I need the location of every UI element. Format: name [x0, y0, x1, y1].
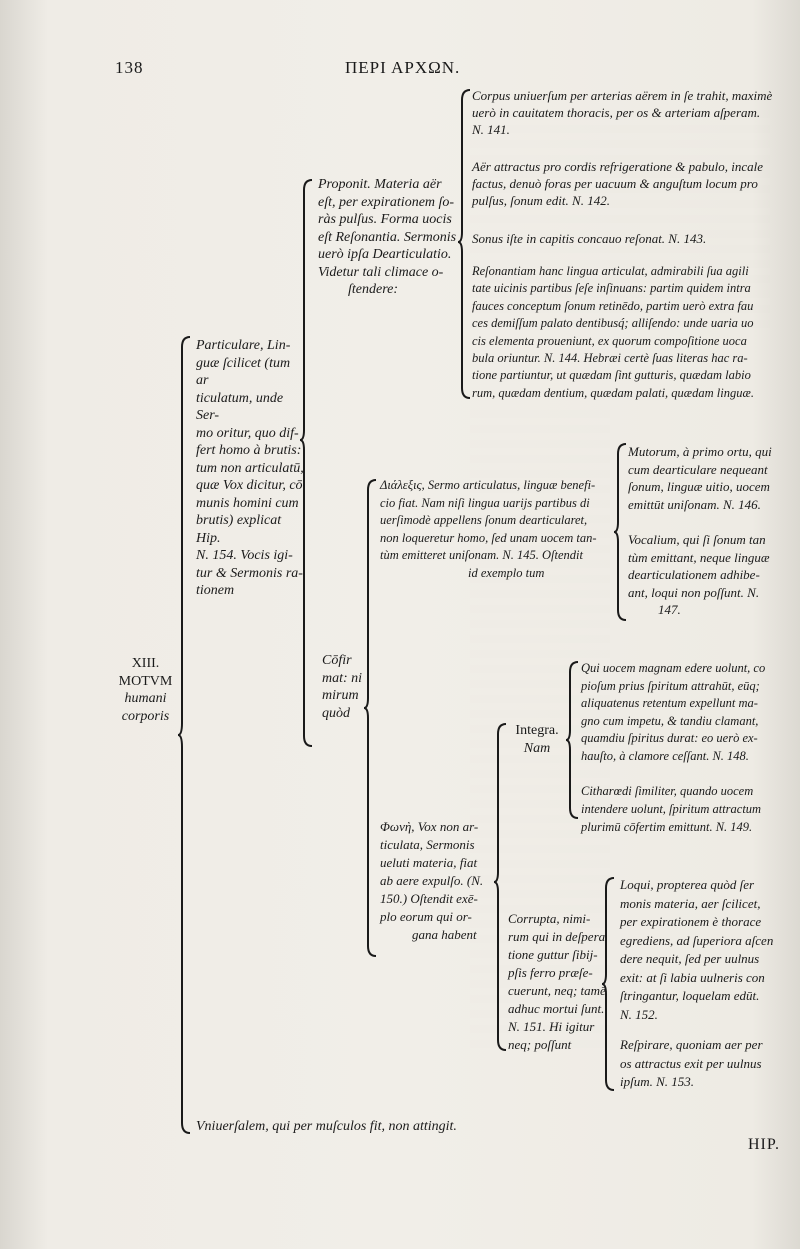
universalem-text: Vniuerſalem, qui per muſculos fit, non attingit.	[196, 1119, 457, 1134]
integra-line: Integra.	[515, 723, 559, 738]
qui-uocem-line: Qui uocem magnam edere uolunt, co	[581, 661, 766, 675]
confirmat-line: quòd	[322, 705, 350, 721]
phone-block	[380, 818, 505, 944]
respirare-line: os attractus exit per uulnus	[620, 1055, 762, 1071]
mutorum-line: emittūt uniſonam. N. 146.	[628, 496, 761, 512]
climax-sonus: Sonus iſte in capitis concauo reſonat. N. 143.	[472, 231, 707, 246]
phone-line: ab aere expulſo. (N.	[380, 873, 484, 888]
proponit-line: eſt, per expirationem ſo-	[318, 194, 455, 210]
confirmat-line: mat: ni	[322, 670, 363, 686]
particulare-line: brutis) explicat Hip.	[196, 513, 282, 546]
mutorum-block	[628, 443, 793, 513]
vocalium-line: 147.	[658, 602, 681, 617]
climax-brace	[458, 88, 472, 400]
respirare-block	[620, 1036, 795, 1092]
citharoedi-block	[581, 782, 791, 836]
respirare-line: ipſum. N. 153.	[620, 1074, 695, 1089]
climax-line: tate uicinis partibus ſeſe inſinuans: partim quidem intra	[472, 281, 751, 296]
root-numeral: XIII.	[131, 656, 160, 671]
corrupta-block	[508, 910, 608, 1054]
proponit-line: ràs pulſus. Forma uocis	[318, 212, 452, 227]
respirare-line: Reſpirare, quoniam aer per	[620, 1037, 763, 1052]
catchword: HIP.	[748, 1136, 781, 1153]
phone-line: 150.) Oſtendit exē-	[380, 891, 478, 906]
particulare-line: mo oritur, quo dif-	[196, 425, 299, 441]
citharoedi-line: plurimū cōfertim emittunt. N. 149.	[581, 820, 753, 834]
root-title-2: humani	[124, 691, 167, 706]
root-label	[118, 655, 173, 725]
main-brace	[178, 335, 192, 1135]
mutorum-line: Mutorum, à primo ortu, qui	[628, 444, 772, 459]
qui-uocem-line: pioſum prius ſpiritum attrahūt, eūq;	[581, 678, 760, 693]
vocalium-line: Vocalium, qui ſi ſonum tan	[628, 532, 766, 547]
climax-line: Reſonantiam hanc lingua articulat, admirabili ſua agili	[472, 264, 749, 278]
confirmat-line: mirum	[322, 688, 359, 703]
dialexis-block	[380, 477, 620, 583]
citharoedi-line: Citharœdi ſimiliter, quando uocem	[581, 784, 754, 798]
phone-line: plo eorum qui or-	[380, 909, 472, 924]
corrupta-line: adhuc mortui ſunt.	[508, 1001, 605, 1016]
dialexis-line: cio fiat. Nam niſi lingua uarijs partibus di	[380, 495, 590, 510]
climax-line: tione partiuntur, ut quædam ſint gutturis, quædam labio	[472, 368, 751, 383]
confirmat-line: Cōfir	[322, 653, 352, 668]
corrupta-line: N. 151. Hi igitur	[508, 1019, 595, 1034]
vocalium-line: ant, loqui non poſſunt. N.	[628, 584, 760, 600]
running-title: ΠΕΡΙ ΑΡΧΩΝ.	[345, 58, 461, 77]
proponit-line: eſt Reſonantia. Sermonis	[318, 229, 457, 245]
qui-uocem-line: aliquatenus retentum expellunt ma-	[581, 696, 758, 710]
climax-line: rum, quædam dentium, quædam palati, quædam linguæ.	[472, 385, 754, 400]
particulare-line: tur & Sermonis ra-	[196, 565, 303, 581]
climax-aer	[472, 158, 792, 209]
confirmat-brace	[364, 478, 378, 958]
proponit-line: Videtur tali climace o-	[318, 264, 444, 280]
integra-line: Nam	[523, 740, 551, 756]
climax-line: fauces conceptum ſonum retinēdo, partim uerò extra fau	[472, 298, 754, 313]
particulare-line: tionem	[196, 583, 235, 598]
particulare-line: guæ ſcilicet (tum ar	[196, 355, 291, 388]
climax-line: uerò in cauitatem thoracis, per os & arteriam aſperam.	[472, 105, 761, 120]
proponit-line: Proponit. Materia aër	[318, 177, 442, 192]
corrupta-line: pſis ferro præſe-	[508, 965, 593, 980]
phone-line: gana habent	[412, 927, 477, 942]
climax-resonantiam	[472, 263, 792, 402]
proponit-line: ſtendere:	[348, 282, 399, 297]
phone-line: Φωνὴ, Vox non ar-	[380, 819, 479, 834]
page-number: 138	[115, 58, 144, 77]
root-title-1: MOTVM	[118, 673, 173, 689]
mutorum-line: cum dearticulare nequeant	[628, 461, 768, 477]
climax-line: factus, denuò foras per uacuum & anguſtum locum pro	[472, 176, 758, 191]
corrupta-line: cuerunt, neq; tamē	[508, 983, 606, 998]
climax-line: ces demiſſum palato dentibusq́; alliſendo: unde uaria uo	[472, 316, 754, 331]
particulare-line: fert homo à brutis:	[196, 443, 302, 458]
climax-line: Corpus uniuerſum per arterias aërem in ſe trahit, maximè	[472, 88, 773, 103]
corrupta-line: rum qui in deſpera	[508, 929, 606, 944]
corrupta-brace	[602, 876, 616, 1092]
dialexis-line: tùm emitteret uniſonam. N. 145. Oſtendit	[380, 548, 583, 563]
particulare-line: Particulare, Lin-	[196, 338, 291, 353]
loqui-line: egrediens, ad ſuperiora aſcen	[620, 932, 774, 948]
vocalium-line: tùm emittant, neque linguæ	[628, 549, 770, 565]
corrupta-line: tione guttur ſibij-	[508, 947, 598, 962]
particulare-brace	[300, 178, 314, 748]
loqui-line: Loqui, propterea quòd ſer	[620, 877, 755, 892]
particulare-line: tum non articulatū,	[196, 460, 304, 476]
dialexis-line: uerſimodè appellens ſonum dearticularet,	[380, 513, 588, 528]
phone-line: ueluti materia, fiat	[380, 855, 478, 870]
loqui-line: exit: at ſi labia uulneris con	[620, 969, 765, 985]
dialexis-line: non loqueretur homo, ſed unam uocem tan-	[380, 530, 597, 545]
climax-line: N. 141.	[472, 122, 510, 137]
particulare-line: munis homini cum	[196, 495, 299, 511]
phone-line: ticulata, Sermonis	[380, 837, 475, 852]
loqui-block	[620, 876, 795, 1024]
citharoedi-line: intendere uolunt, ſpiritum attractum	[581, 802, 762, 816]
dialexis-line: id exemplo tum	[468, 565, 545, 580]
corrupta-line: Corrupta, nimi-	[508, 911, 591, 926]
loqui-line: monis materia, aer ſcilicet,	[620, 895, 761, 911]
loqui-line: per expirationem è thorace	[620, 914, 762, 929]
qui-uocem-block	[581, 660, 791, 765]
dialexis-line: Διάλεξις, Sermo articulatus, linguæ benefi-	[380, 478, 596, 492]
qui-uocem-line: gno cum impetu, & tandiu clamant,	[581, 713, 759, 728]
loqui-line: dere nequit, ſed per uulnus	[620, 951, 760, 966]
mutorum-line: ſonum, linguæ uitio, uocem	[628, 479, 770, 494]
climax-line: cis elementa proueniunt, ex quorum compoſitione uoca	[472, 333, 747, 348]
particulare-line: quæ Vox dicitur, cō	[196, 478, 303, 493]
particulare-block	[196, 337, 306, 600]
climax-line: Aër attractus pro cordis refrigeratione & pabulo, incale	[472, 159, 764, 174]
climax-line: pulſus, ſonum edit. N. 142.	[472, 193, 610, 208]
vocalium-block	[628, 531, 793, 619]
corrupta-line: neq; poſſunt	[508, 1037, 572, 1052]
integra-block	[508, 722, 566, 757]
mutorum-brace	[614, 442, 628, 622]
root-title-3: corporis	[121, 708, 170, 724]
loqui-line: N. 152.	[620, 1006, 658, 1022]
qui-uocem-line: hauſto, à clamore ceſſant. N. 148.	[581, 748, 749, 763]
climax-corpus	[472, 87, 792, 138]
particulare-line: N. 154. Vocis igi-	[196, 548, 293, 563]
loqui-line: ſtringantur, loquelam edūt.	[620, 988, 760, 1003]
vocalium-line: dearticulationem adhibe-	[628, 567, 760, 582]
particulare-line: ticulatum, unde Ser-	[196, 390, 284, 423]
proponit-line: uerò ipſa Dearticulatio.	[318, 247, 452, 262]
qui-uocem-line: quamdiu ſpiritus durat: eo uerò ex-	[581, 731, 758, 745]
phone-brace	[494, 722, 508, 1052]
integra-brace	[566, 660, 580, 820]
proponit-block	[318, 176, 468, 299]
climax-line: bula oriuntur. N. 144. Hebræi certè ſuas literas hac ra-	[472, 351, 748, 366]
